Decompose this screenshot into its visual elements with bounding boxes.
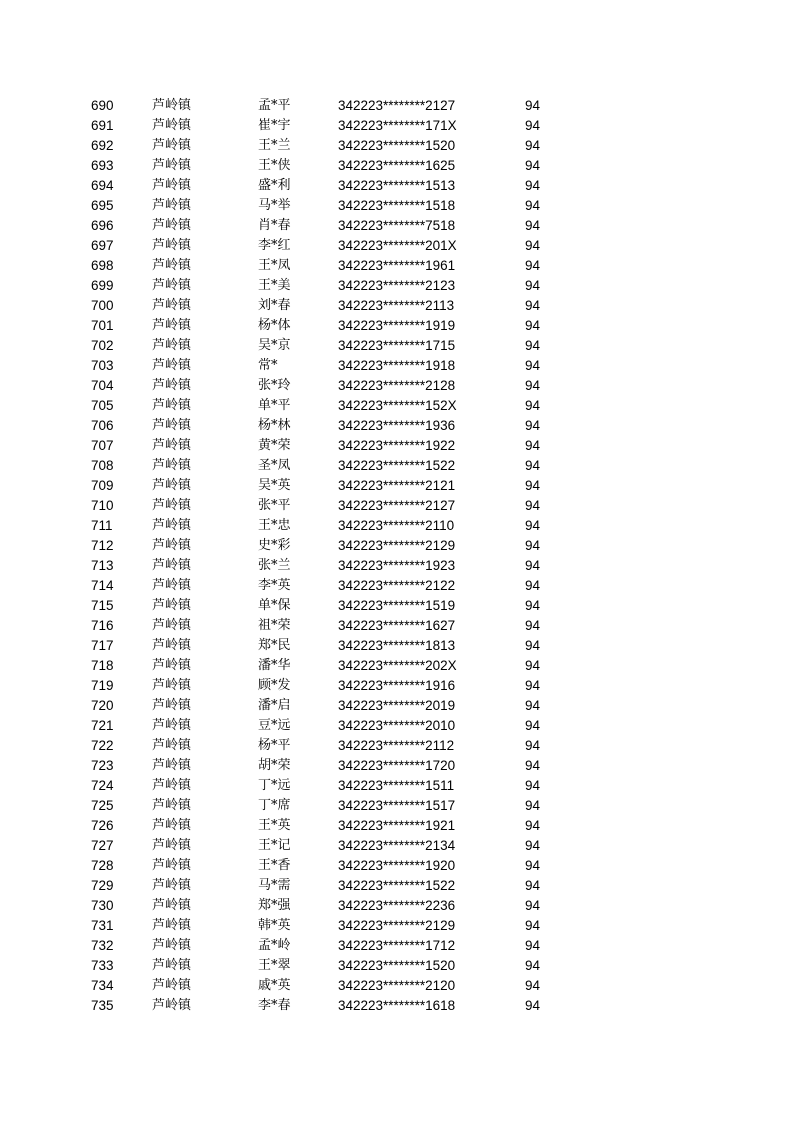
row-score: 94 — [525, 878, 541, 893]
row-score: 94 — [525, 138, 541, 153]
row-id-number: 342223********1923 — [338, 558, 456, 573]
row-town: 芦岭镇 — [152, 778, 192, 793]
row-name: 王*翠 — [258, 958, 291, 973]
table-row — [0, 616, 794, 636]
row-number: 730 — [91, 898, 114, 913]
row-id-number: 342223********2122 — [338, 578, 456, 593]
row-town: 芦岭镇 — [152, 518, 192, 533]
row-score: 94 — [525, 658, 541, 673]
row-town: 芦岭镇 — [152, 318, 192, 333]
row-score: 94 — [525, 598, 541, 613]
table-row — [0, 96, 794, 116]
row-id-number: 342223********1520 — [338, 958, 456, 973]
row-id-number: 342223********202X — [338, 658, 457, 673]
row-name: 马*需 — [258, 878, 291, 893]
table-row — [0, 816, 794, 836]
row-name: 孟*平 — [258, 98, 291, 113]
row-number: 711 — [91, 518, 113, 533]
row-score: 94 — [525, 738, 541, 753]
table-row — [0, 216, 794, 236]
row-name: 丁*席 — [258, 798, 291, 813]
row-name: 吴*英 — [258, 478, 291, 493]
row-name: 胡*荣 — [258, 758, 291, 773]
row-town: 芦岭镇 — [152, 938, 192, 953]
row-score: 94 — [525, 278, 541, 293]
row-id-number: 342223********2121 — [338, 478, 456, 493]
table-row — [0, 236, 794, 256]
row-score: 94 — [525, 858, 541, 873]
row-number: 713 — [91, 558, 114, 573]
row-id-number: 342223********171X — [338, 118, 457, 133]
row-id-number: 342223********1918 — [338, 358, 456, 373]
row-id-number: 342223********1618 — [338, 998, 456, 1013]
table-row — [0, 276, 794, 296]
row-score: 94 — [525, 938, 541, 953]
row-score: 94 — [525, 998, 541, 1013]
row-town: 芦岭镇 — [152, 618, 192, 633]
row-name: 王*英 — [258, 818, 291, 833]
table-row — [0, 396, 794, 416]
row-id-number: 342223********1919 — [338, 318, 456, 333]
row-score: 94 — [525, 978, 541, 993]
row-id-number: 342223********1627 — [338, 618, 456, 633]
row-name: 郑*强 — [258, 898, 291, 913]
row-score: 94 — [525, 258, 541, 273]
row-number: 696 — [91, 218, 114, 233]
row-number: 717 — [91, 638, 114, 653]
row-id-number: 342223********1921 — [338, 818, 456, 833]
row-town: 芦岭镇 — [152, 818, 192, 833]
row-name: 杨*平 — [258, 738, 291, 753]
row-id-number: 342223********1813 — [338, 638, 456, 653]
row-town: 芦岭镇 — [152, 878, 192, 893]
row-name: 潘*华 — [258, 658, 291, 673]
row-town: 芦岭镇 — [152, 958, 192, 973]
row-name: 马*举 — [258, 198, 291, 213]
row-number: 701 — [91, 318, 114, 333]
table-row — [0, 696, 794, 716]
row-number: 708 — [91, 458, 114, 473]
row-name: 豆*远 — [258, 718, 291, 733]
row-town: 芦岭镇 — [152, 538, 192, 553]
row-number: 704 — [91, 378, 114, 393]
row-score: 94 — [525, 798, 541, 813]
row-town: 芦岭镇 — [152, 138, 192, 153]
row-name: 王*凤 — [258, 258, 291, 273]
row-score: 94 — [525, 698, 541, 713]
table-row — [0, 416, 794, 436]
row-number: 709 — [91, 478, 114, 493]
table-row — [0, 796, 794, 816]
row-name: 单*平 — [258, 398, 291, 413]
row-score: 94 — [525, 838, 541, 853]
row-id-number: 342223********1961 — [338, 258, 456, 273]
table-row — [0, 596, 794, 616]
row-number: 690 — [91, 98, 114, 113]
row-name: 祖*荣 — [258, 618, 291, 633]
row-id-number: 342223********2112 — [338, 738, 455, 753]
row-number: 729 — [91, 878, 114, 893]
row-number: 716 — [91, 618, 114, 633]
row-id-number: 342223********1712 — [338, 938, 456, 953]
row-score: 94 — [525, 458, 541, 473]
row-id-number: 342223********1920 — [338, 858, 456, 873]
table-row — [0, 876, 794, 896]
row-id-number: 342223********1715 — [338, 338, 456, 353]
row-town: 芦岭镇 — [152, 158, 192, 173]
table-row — [0, 916, 794, 936]
row-name: 王*忠 — [258, 518, 291, 533]
row-town: 芦岭镇 — [152, 178, 192, 193]
row-number: 728 — [91, 858, 114, 873]
row-town: 芦岭镇 — [152, 798, 192, 813]
table-row — [0, 536, 794, 556]
table-row — [0, 936, 794, 956]
row-score: 94 — [525, 558, 541, 573]
row-id-number: 342223********2129 — [338, 538, 456, 553]
row-town: 芦岭镇 — [152, 738, 192, 753]
table-row — [0, 156, 794, 176]
table-row — [0, 336, 794, 356]
row-score: 94 — [525, 898, 541, 913]
table-row — [0, 756, 794, 776]
table-row — [0, 296, 794, 316]
row-number: 735 — [91, 998, 114, 1013]
row-name: 潘*启 — [258, 698, 291, 713]
row-town: 芦岭镇 — [152, 918, 192, 933]
row-number: 705 — [91, 398, 114, 413]
row-town: 芦岭镇 — [152, 358, 192, 373]
row-town: 芦岭镇 — [152, 378, 192, 393]
table-row — [0, 556, 794, 576]
row-id-number: 342223********1513 — [338, 178, 456, 193]
row-number: 695 — [91, 198, 114, 213]
row-town: 芦岭镇 — [152, 258, 192, 273]
row-number: 707 — [91, 438, 114, 453]
table-row — [0, 836, 794, 856]
row-town: 芦岭镇 — [152, 458, 192, 473]
row-id-number: 342223********2128 — [338, 378, 456, 393]
table-row — [0, 956, 794, 976]
row-id-number: 342223********1720 — [338, 758, 456, 773]
row-id-number: 342223********2236 — [338, 898, 456, 913]
row-number: 698 — [91, 258, 114, 273]
row-number: 697 — [91, 238, 114, 253]
row-id-number: 342223********7518 — [338, 218, 456, 233]
row-town: 芦岭镇 — [152, 338, 192, 353]
row-name: 孟*岭 — [258, 938, 291, 953]
row-name: 李*春 — [258, 998, 291, 1013]
row-score: 94 — [525, 398, 541, 413]
row-name: 吴*京 — [258, 338, 291, 353]
row-number: 712 — [91, 538, 114, 553]
table-row — [0, 196, 794, 216]
row-id-number: 342223********1517 — [338, 798, 456, 813]
row-town: 芦岭镇 — [152, 98, 192, 113]
row-id-number: 342223********2123 — [338, 278, 456, 293]
row-town: 芦岭镇 — [152, 998, 192, 1013]
row-number: 691 — [91, 118, 114, 133]
row-name: 张*兰 — [258, 558, 291, 573]
row-id-number: 342223********1522 — [338, 878, 456, 893]
row-town: 芦岭镇 — [152, 578, 192, 593]
table-row — [0, 356, 794, 376]
row-name: 单*保 — [258, 598, 291, 613]
table-row — [0, 776, 794, 796]
row-number: 703 — [91, 358, 114, 373]
row-town: 芦岭镇 — [152, 298, 192, 313]
table-row — [0, 456, 794, 476]
row-town: 芦岭镇 — [152, 898, 192, 913]
row-score: 94 — [525, 338, 541, 353]
row-number: 692 — [91, 138, 114, 153]
row-id-number: 342223********201X — [338, 238, 457, 253]
row-id-number: 342223********1625 — [338, 158, 456, 173]
row-score: 94 — [525, 178, 541, 193]
table-row — [0, 636, 794, 656]
row-id-number: 342223********2113 — [338, 298, 455, 313]
row-score: 94 — [525, 438, 541, 453]
row-number: 693 — [91, 158, 114, 173]
row-number: 723 — [91, 758, 114, 773]
row-town: 芦岭镇 — [152, 418, 192, 433]
row-town: 芦岭镇 — [152, 858, 192, 873]
row-number: 724 — [91, 778, 114, 793]
row-town: 芦岭镇 — [152, 678, 192, 693]
row-town: 芦岭镇 — [152, 698, 192, 713]
row-score: 94 — [525, 638, 541, 653]
row-score: 94 — [525, 578, 541, 593]
row-number: 734 — [91, 978, 114, 993]
row-number: 715 — [91, 598, 114, 613]
row-town: 芦岭镇 — [152, 198, 192, 213]
row-score: 94 — [525, 118, 541, 133]
table-row — [0, 676, 794, 696]
table-row — [0, 896, 794, 916]
row-number: 725 — [91, 798, 114, 813]
table-row — [0, 996, 794, 1016]
table-row — [0, 496, 794, 516]
row-id-number: 342223********1922 — [338, 438, 456, 453]
row-number: 732 — [91, 938, 114, 953]
row-name: 韩*英 — [258, 918, 291, 933]
row-number: 702 — [91, 338, 114, 353]
table-row — [0, 656, 794, 676]
row-name: 王*香 — [258, 858, 291, 873]
row-town: 芦岭镇 — [152, 398, 192, 413]
row-score: 94 — [525, 518, 541, 533]
row-name: 王*侠 — [258, 158, 291, 173]
row-id-number: 342223********2129 — [338, 918, 456, 933]
row-number: 694 — [91, 178, 114, 193]
row-number: 720 — [91, 698, 114, 713]
row-name: 郑*民 — [258, 638, 291, 653]
row-town: 芦岭镇 — [152, 238, 192, 253]
row-name: 王*兰 — [258, 138, 291, 153]
row-id-number: 342223********2127 — [338, 498, 456, 513]
row-score: 94 — [525, 778, 541, 793]
row-number: 727 — [91, 838, 114, 853]
row-id-number: 342223********1916 — [338, 678, 456, 693]
row-town: 芦岭镇 — [152, 718, 192, 733]
table-row — [0, 116, 794, 136]
row-id-number: 342223********152X — [338, 398, 457, 413]
table-row — [0, 716, 794, 736]
row-town: 芦岭镇 — [152, 498, 192, 513]
row-town: 芦岭镇 — [152, 478, 192, 493]
row-name: 顾*发 — [258, 678, 291, 693]
row-town: 芦岭镇 — [152, 758, 192, 773]
table-row — [0, 736, 794, 756]
row-name: 圣*凤 — [258, 458, 291, 473]
row-number: 721 — [91, 718, 114, 733]
row-town: 芦岭镇 — [152, 838, 192, 853]
row-score: 94 — [525, 418, 541, 433]
row-number: 719 — [91, 678, 114, 693]
row-name: 王*记 — [258, 838, 291, 853]
row-score: 94 — [525, 618, 541, 633]
row-score: 94 — [525, 678, 541, 693]
row-id-number: 342223********1522 — [338, 458, 456, 473]
row-score: 94 — [525, 198, 541, 213]
row-id-number: 342223********2120 — [338, 978, 456, 993]
row-id-number: 342223********1519 — [338, 598, 456, 613]
row-town: 芦岭镇 — [152, 558, 192, 573]
row-score: 94 — [525, 758, 541, 773]
row-town: 芦岭镇 — [152, 218, 192, 233]
record-table — [0, 96, 794, 1016]
row-name: 崔*宇 — [258, 118, 291, 133]
row-score: 94 — [525, 818, 541, 833]
row-id-number: 342223********2127 — [338, 98, 456, 113]
table-row — [0, 376, 794, 396]
row-number: 700 — [91, 298, 114, 313]
row-score: 94 — [525, 718, 541, 733]
row-score: 94 — [525, 358, 541, 373]
row-town: 芦岭镇 — [152, 978, 192, 993]
table-row — [0, 976, 794, 996]
row-name: 黄*荣 — [258, 438, 291, 453]
row-town: 芦岭镇 — [152, 658, 192, 673]
row-name: 王*美 — [258, 278, 291, 293]
row-name: 肖*春 — [258, 218, 291, 233]
row-score: 94 — [525, 498, 541, 513]
row-score: 94 — [525, 98, 541, 113]
row-town: 芦岭镇 — [152, 598, 192, 613]
row-name: 戚*英 — [258, 978, 291, 993]
row-number: 706 — [91, 418, 114, 433]
row-name: 刘*春 — [258, 298, 291, 313]
row-name: 李*英 — [258, 578, 291, 593]
row-number: 733 — [91, 958, 114, 973]
table-row — [0, 316, 794, 336]
row-score: 94 — [525, 158, 541, 173]
row-id-number: 342223********1511 — [338, 778, 455, 793]
table-row — [0, 256, 794, 276]
row-town: 芦岭镇 — [152, 438, 192, 453]
row-id-number: 342223********2019 — [338, 698, 456, 713]
row-id-number: 342223********2010 — [338, 718, 456, 733]
table-row — [0, 176, 794, 196]
row-number: 726 — [91, 818, 114, 833]
row-id-number: 342223********1936 — [338, 418, 456, 433]
table-row — [0, 436, 794, 456]
row-name: 李*红 — [258, 238, 291, 253]
row-town: 芦岭镇 — [152, 118, 192, 133]
row-number: 714 — [91, 578, 114, 593]
row-score: 94 — [525, 318, 541, 333]
row-name: 杨*体 — [258, 318, 291, 333]
table-row — [0, 516, 794, 536]
row-number: 731 — [91, 918, 114, 933]
row-name: 张*玲 — [258, 378, 291, 393]
row-score: 94 — [525, 958, 541, 973]
row-score: 94 — [525, 218, 541, 233]
row-town: 芦岭镇 — [152, 638, 192, 653]
row-score: 94 — [525, 918, 541, 933]
row-score: 94 — [525, 238, 541, 253]
row-id-number: 342223********2110 — [338, 518, 455, 533]
row-score: 94 — [525, 538, 541, 553]
row-score: 94 — [525, 378, 541, 393]
row-name: 常* — [258, 358, 278, 373]
row-name: 盛*利 — [258, 178, 291, 193]
row-id-number: 342223********1518 — [338, 198, 456, 213]
row-name: 丁*远 — [258, 778, 291, 793]
row-number: 710 — [91, 498, 114, 513]
table-row — [0, 476, 794, 496]
row-id-number: 342223********1520 — [338, 138, 456, 153]
row-number: 718 — [91, 658, 114, 673]
table-row — [0, 856, 794, 876]
row-score: 94 — [525, 298, 541, 313]
row-number: 699 — [91, 278, 114, 293]
row-name: 史*彩 — [258, 538, 291, 553]
row-name: 张*平 — [258, 498, 291, 513]
row-number: 722 — [91, 738, 114, 753]
table-row — [0, 576, 794, 596]
row-score: 94 — [525, 478, 541, 493]
row-town: 芦岭镇 — [152, 278, 192, 293]
row-name: 杨*林 — [258, 418, 291, 433]
row-id-number: 342223********2134 — [338, 838, 456, 853]
table-row — [0, 136, 794, 156]
